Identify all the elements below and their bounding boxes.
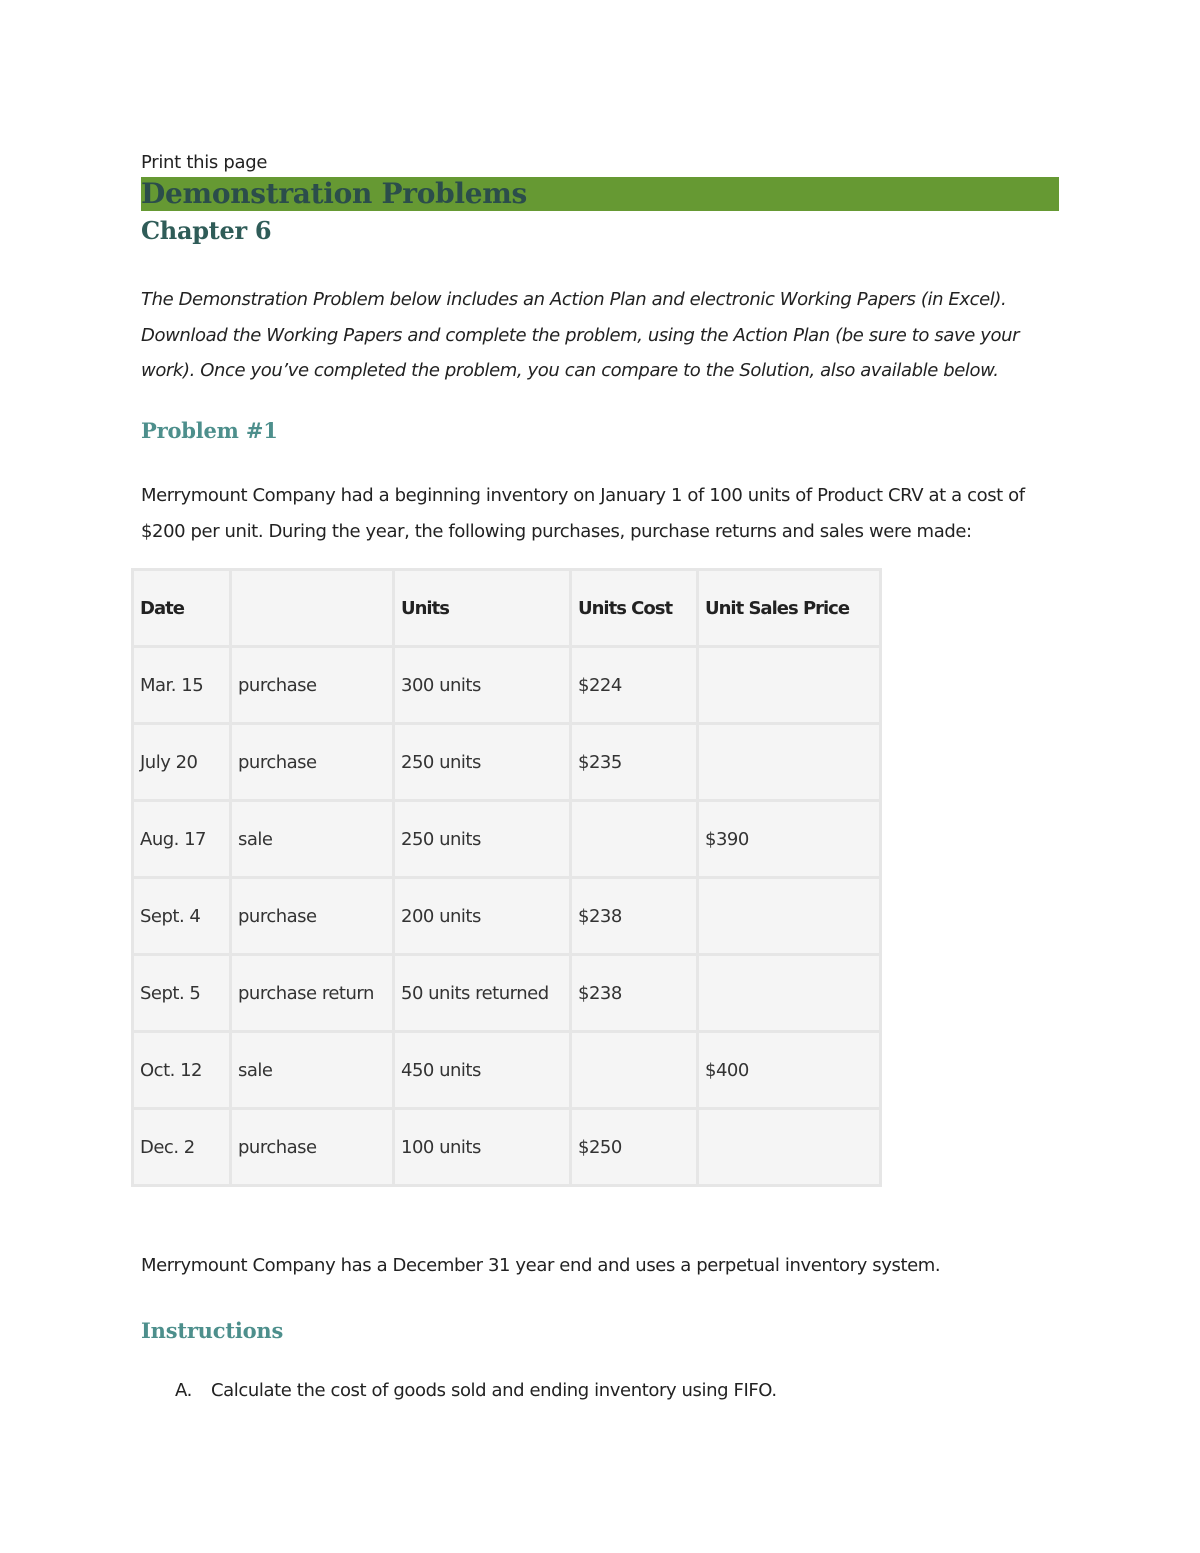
cell-sales-price [698, 878, 881, 955]
cell-type: sale [231, 1032, 394, 1109]
cell-sales-price [698, 724, 881, 801]
cell-type: purchase [231, 1109, 394, 1186]
cell-units-cost: $235 [571, 724, 698, 801]
cell-date: July 20 [133, 724, 231, 801]
table-row [133, 955, 881, 1032]
table-header-row [133, 570, 881, 647]
table-row [133, 647, 881, 724]
cell-sales-price: $400 [698, 1032, 881, 1109]
cell-type: purchase [231, 878, 394, 955]
cell-units-cost [571, 801, 698, 878]
cell-units: 300 units [394, 647, 571, 724]
instructions-heading: Instructions [141, 1318, 284, 1343]
cell-units-cost: $250 [571, 1109, 698, 1186]
cell-units: 250 units [394, 801, 571, 878]
cell-date: Sept. 4 [133, 878, 231, 955]
cell-date: Sept. 5 [133, 955, 231, 1032]
cell-units-cost: $238 [571, 955, 698, 1032]
cell-type: purchase [231, 724, 394, 801]
cell-date: Mar. 15 [133, 647, 231, 724]
cell-units-cost: $238 [571, 878, 698, 955]
cell-units: 250 units [394, 724, 571, 801]
instruction-text: Calculate the cost of goods sold and ending inventory using FIFO. [211, 1380, 777, 1401]
table-row [133, 878, 881, 955]
header-date: Date [133, 570, 231, 647]
problem-description: Merrymount Company had a beginning inventory on January 1 of 100 units of Product CRV at a cost of $200 per unit. During the year, the following purchases, purchase returns and sales were made: [141, 485, 1025, 542]
table-row [133, 1109, 881, 1186]
header-unit-sales-price: Unit Sales Price [698, 570, 881, 647]
cell-date: Dec. 2 [133, 1109, 231, 1186]
cell-date: Aug. 17 [133, 801, 231, 878]
cell-units: 100 units [394, 1109, 571, 1186]
cell-date: Oct. 12 [133, 1032, 231, 1109]
cell-units: 50 units returned [394, 955, 571, 1032]
cell-type: sale [231, 801, 394, 878]
list-marker: A. [175, 1380, 192, 1401]
cell-units: 450 units [394, 1032, 571, 1109]
cell-units-cost: $224 [571, 647, 698, 724]
table-row [133, 724, 881, 801]
cell-type: purchase [231, 647, 394, 724]
header-units-cost: Units Cost [571, 570, 698, 647]
cell-sales-price [698, 647, 881, 724]
problem-heading: Problem #1 [141, 418, 278, 443]
instructions-list [175, 1380, 777, 1401]
print-page-link[interactable]: Print this page [141, 152, 268, 173]
intro-paragraph: The Demonstration Problem below includes an Action Plan and electronic Working Papers (in Excel). Download the Working Papers and complete the problem, using the Action Plan (be sure to save your work). Once you’ve completed the problem, you can compare to the Solution, also available below. [141, 289, 1020, 381]
closing-paragraph: Merrymount Company has a December 31 year end and uses a perpetual inventory system. [141, 1255, 941, 1276]
cell-sales-price [698, 1109, 881, 1186]
inventory-table [131, 568, 882, 1187]
cell-units: 200 units [394, 878, 571, 955]
cell-sales-price: $390 [698, 801, 881, 878]
list-item [175, 1380, 777, 1401]
chapter-heading: Chapter 6 [141, 216, 272, 245]
cell-sales-price [698, 955, 881, 1032]
table-row [133, 801, 881, 878]
cell-type: purchase return [231, 955, 394, 1032]
header-type [231, 570, 394, 647]
table-row [133, 1032, 881, 1109]
header-units: Units [394, 570, 571, 647]
cell-units-cost [571, 1032, 698, 1109]
page-title: Demonstration Problems [141, 177, 528, 210]
